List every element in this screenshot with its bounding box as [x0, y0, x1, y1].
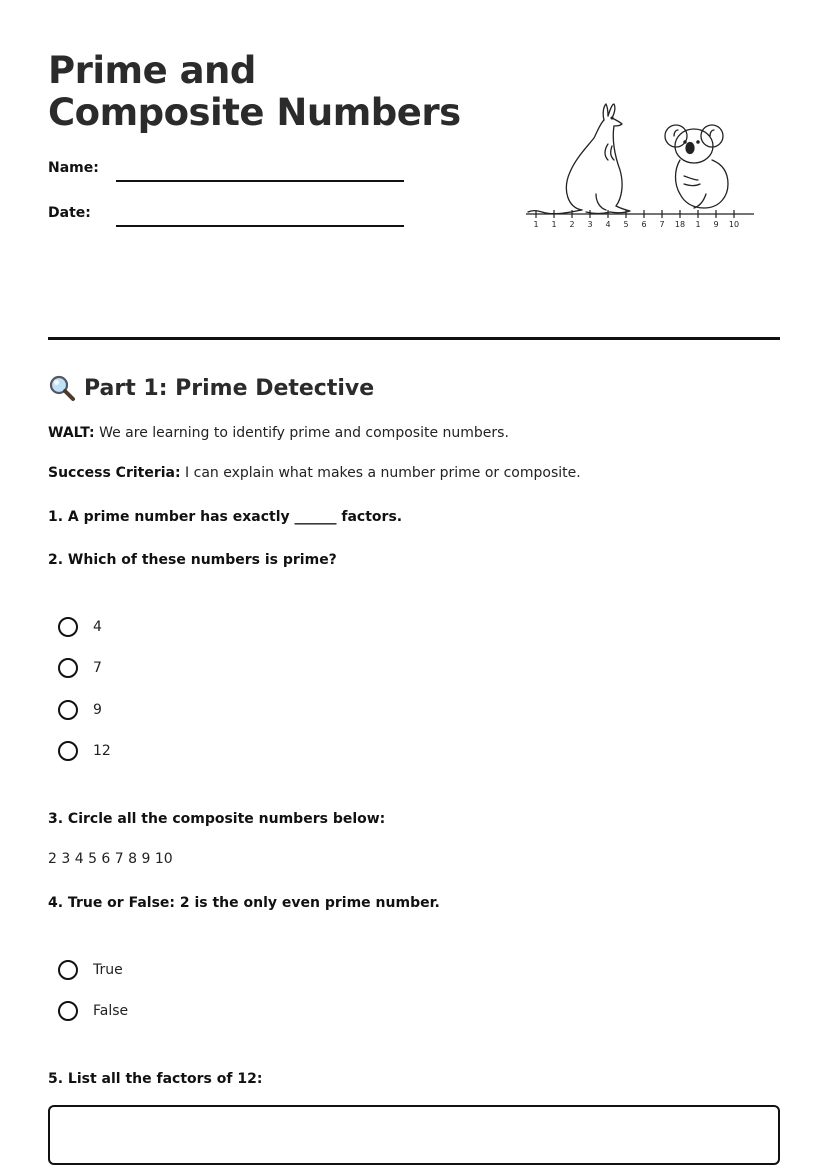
page-title: Prime and Composite Numbers	[48, 49, 461, 134]
worksheet-page	[48, 0, 780, 1118]
success-criteria-text: I can explain what makes a number prime or composite.	[180, 465, 581, 481]
radio-button[interactable]	[58, 1001, 78, 1021]
worksheet-header	[48, 0, 780, 340]
success-criteria-label: Success Criteria:	[48, 465, 181, 481]
radio-button[interactable]	[58, 741, 78, 761]
tick-label: 1	[551, 220, 557, 229]
option-label: 9	[93, 702, 102, 718]
radio-button[interactable]	[58, 658, 78, 678]
date-label: Date:	[48, 205, 91, 221]
factors-answer-box[interactable]	[48, 1105, 780, 1165]
q2-option[interactable]	[58, 656, 102, 680]
part1-title-text: Part 1: Prime Detective	[84, 375, 375, 401]
question-3: 3. Circle all the composite numbers below:	[48, 811, 386, 827]
radio-button[interactable]	[58, 617, 78, 637]
question-1: 1. A prime number has exactly ______ factors.	[48, 509, 403, 525]
name-field[interactable]	[116, 180, 404, 182]
tick-label: 1	[533, 220, 539, 229]
question-5: 5. List all the factors of 12:	[48, 1071, 263, 1087]
tick-label: 7	[659, 220, 665, 229]
tick-label: 6	[641, 220, 647, 229]
tick-label: 2	[569, 220, 575, 229]
question-4: 4. True or False: 2 is the only even prime number.	[48, 895, 440, 911]
walt-text: We are learning to identify prime and composite numbers.	[94, 425, 509, 441]
kangaroo-koala-number-line-icon	[524, 98, 760, 234]
q2-option[interactable]	[58, 698, 102, 722]
tick-label: 5	[623, 220, 629, 229]
section-divider	[48, 337, 780, 340]
walt-line	[48, 425, 509, 441]
date-field[interactable]	[116, 225, 404, 227]
question-2: 2. Which of these numbers is prime?	[48, 552, 337, 568]
walt-label: WALT:	[48, 425, 95, 441]
option-label: 12	[93, 743, 111, 759]
option-label: True	[93, 962, 123, 978]
radio-button[interactable]	[58, 960, 78, 980]
radio-button[interactable]	[58, 700, 78, 720]
part1-title	[48, 374, 374, 402]
q4-option[interactable]	[58, 999, 128, 1023]
success-criteria-line	[48, 465, 581, 481]
q2-option[interactable]	[58, 739, 111, 763]
q2-option[interactable]	[58, 615, 102, 639]
tick-label: 10	[728, 220, 740, 229]
option-label: 4	[93, 619, 102, 635]
tick-label: 1	[695, 220, 701, 229]
option-label: False	[93, 1003, 129, 1019]
tick-label: 9	[713, 220, 719, 229]
name-label: Name:	[48, 160, 99, 176]
q4-option[interactable]	[58, 958, 123, 982]
tick-label: 4	[605, 220, 611, 229]
tick-label: 18	[674, 220, 686, 229]
magnifying-glass-icon	[48, 374, 76, 402]
tick-label: 3	[587, 220, 593, 229]
option-label: 7	[93, 660, 102, 676]
composite-numbers-list: 2 3 4 5 6 7 8 9 10	[48, 851, 173, 867]
